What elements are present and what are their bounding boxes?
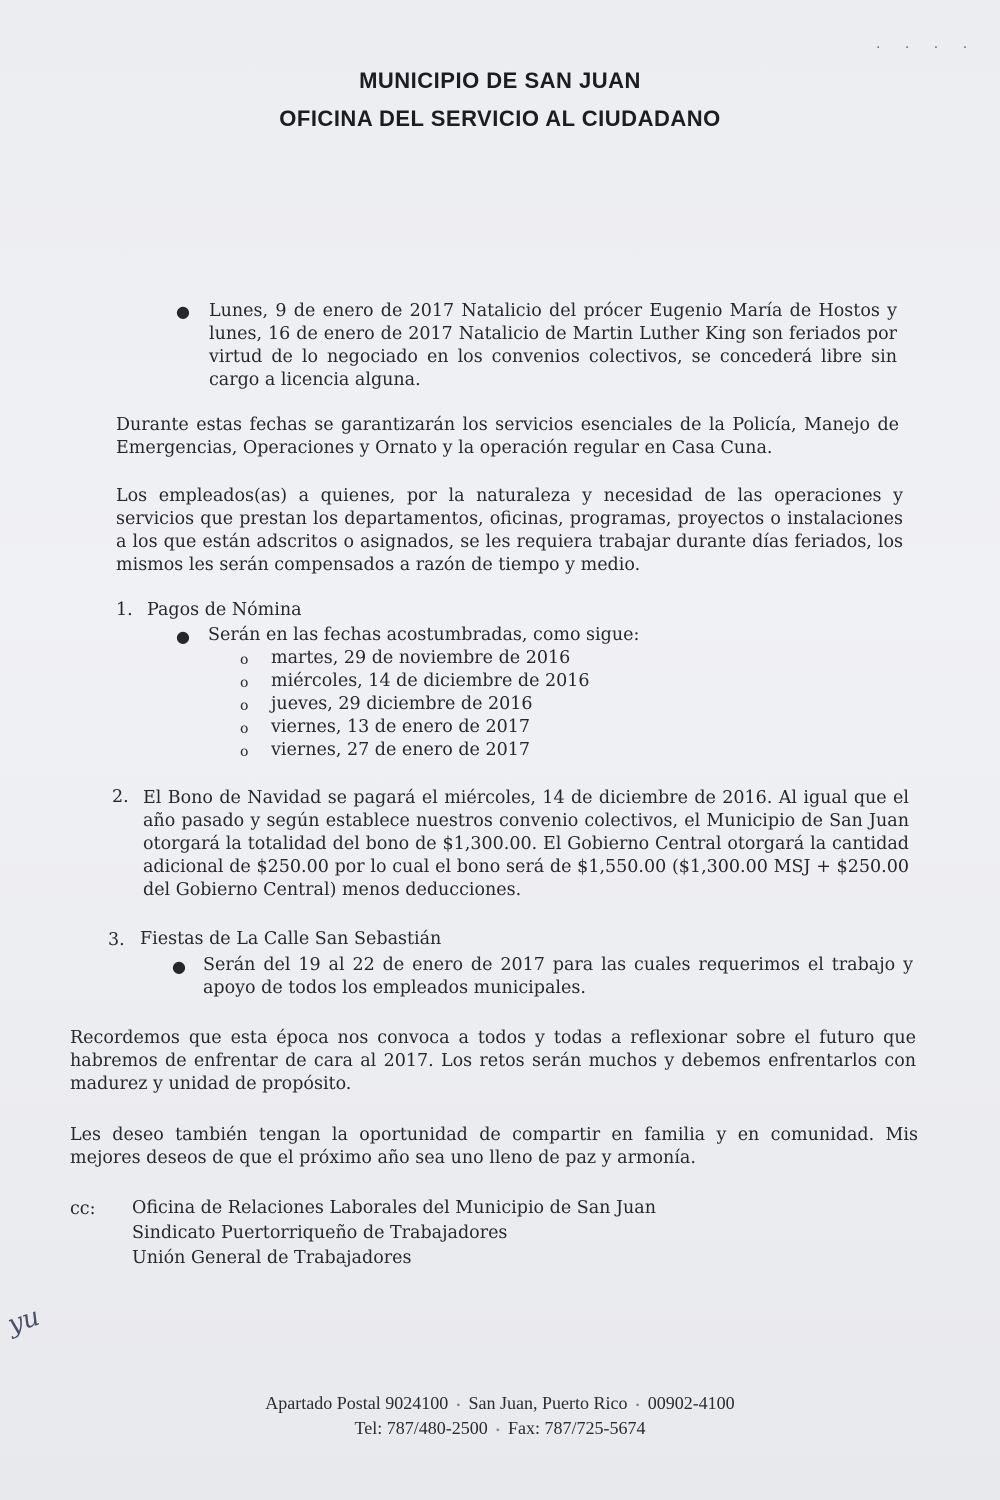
payroll-intro: Serán en las fechas acostumbradas, como sigue: [208,625,640,645]
bullet-icon: ● [176,302,190,321]
reflection-paragraph: Recordemos que esta época nos convoca a todos y todas a reflexionar sobre el futuro que habremos de enfrentar de cara al 2017. Los retos serán muchos y debemos enfrentarlos con madurez y unidad de propósito. [70,1028,916,1094]
footer-address: Apartado Postal 9024100 [265,1393,449,1413]
scan-specks: · · · · [876,40,978,56]
section-3-number: 3. [108,930,125,950]
letterhead-subtitle: OFICINA DEL SERVICIO AL CIUDADANO [279,106,721,131]
section-1-number: 1. [116,600,133,620]
separator-dot-icon: • [456,1398,461,1412]
holiday-bullet-text: Lunes, 9 de enero de 2017 Natalicio del prócer Eugenio María de Hostos y lunes, 16 de enero de 2017 Natalicio de Martin Luther King son feriados por virtud de lo negociado en los convenios colectivos, se concederá libre sin cargo a licencia alguna. [209,301,897,390]
cc-label: cc: [70,1199,96,1219]
circle-bullet-icon: o [240,744,249,760]
employees-compensation-paragraph: Los empleados(as) a quienes, por la naturaleza y necesidad de las operaciones y servicios que prestan los departamentos, oficinas, programas, proyectos o instalaciones a los que están adscritos o asignados, se les requiera trabajar durante días feriados, los mismos les serán compensados a razón de tiempo y medio. [116,486,903,575]
payroll-date: viernes, 27 de enero de 2017 [271,740,530,760]
wishes-paragraph: Les deseo también tengan la oportunidad de compartir en familia y en comunidad. Mis mejores deseos de que el próximo año sea uno lleno de paz y armonía. [70,1125,918,1168]
circle-bullet-icon: o [240,721,249,737]
payroll-date: martes, 29 de noviembre de 2016 [271,648,571,668]
payroll-date: viernes, 13 de enero de 2017 [271,717,530,737]
footer-zip: 00902-4100 [647,1393,735,1413]
letterhead-title: MUNICIPIO DE SAN JUAN [359,68,641,93]
footer-contact-line [0,1418,1000,1439]
circle-bullet-icon: o [240,652,249,668]
separator-dot-icon: • [635,1398,640,1412]
payroll-date: jueves, 29 diciembre de 2016 [271,694,533,714]
cc-recipient: Unión General de Trabajadores [132,1248,412,1268]
essential-services-paragraph: Durante estas fechas se garantizarán los servicios esenciales de la Policía, Manejo de Emergencias, Operaciones y Ornato y la operación regular en Casa Cuna. [116,415,899,458]
christmas-bonus-text: El Bono de Navidad se pagará el miércoles, 14 de diciembre de 2016. Al igual que el año pasado y según establece nuestros convenio colectivos, el Municipio de San Juan otorgará la totalidad del bono de $1,300.00. El Gobierno Central otorgará la cantidad adicional de $250.00 por lo cual el bono será de $1,550.00 ($1,300.00 MSJ + $250.00 del Gobierno Central) menos deducciones. [143,788,909,900]
circle-bullet-icon: o [240,698,249,714]
footer-fax: Fax: 787/725-5674 [507,1418,646,1438]
handwritten-initials: yu [4,1301,44,1341]
cc-recipient: Sindicato Puertorriqueño de Trabajadores [132,1223,508,1243]
payroll-date: miércoles, 14 de diciembre de 2016 [271,671,590,691]
section-2-number: 2. [112,787,129,807]
footer-city: San Juan, Puerto Rico [468,1393,628,1413]
separator-dot-icon: • [495,1423,500,1437]
section-1-title: Pagos de Nómina [147,600,302,620]
circle-bullet-icon: o [240,675,249,691]
bullet-icon: ● [176,627,190,646]
section-3-title: Fiestas de La Calle San Sebastián [140,929,442,949]
footer-tel: Tel: 787/480-2500 [354,1418,488,1438]
cc-recipient: Oficina de Relaciones Laborales del Municipio de San Juan [132,1198,657,1218]
bullet-icon: ● [172,957,186,976]
fiestas-bullet-text: Serán del 19 al 22 de enero de 2017 para las cuales requerimos el trabajo y apoyo de todos los empleados municipales. [203,955,913,998]
footer-address-line [0,1393,1000,1414]
